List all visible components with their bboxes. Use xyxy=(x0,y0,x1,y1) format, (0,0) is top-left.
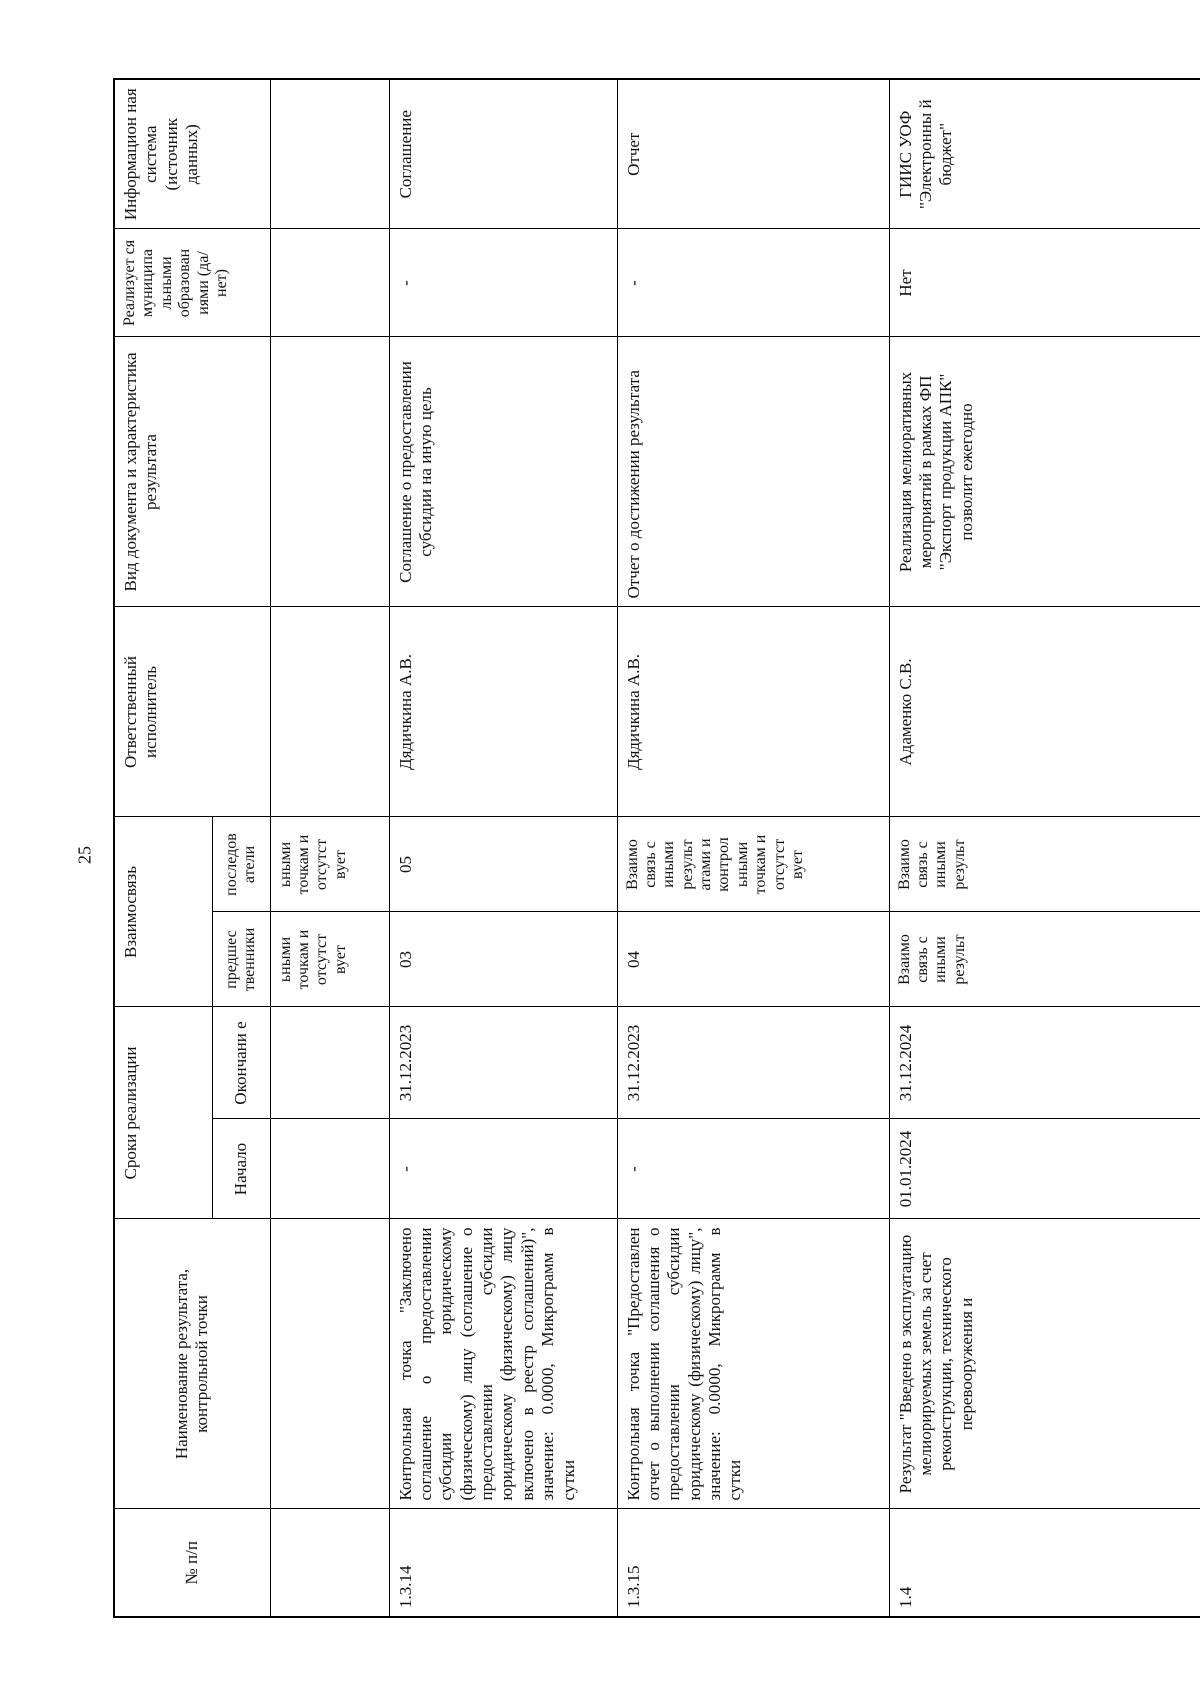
cell-info xyxy=(270,79,389,229)
cell-municipal xyxy=(270,229,389,337)
header-start: Начало xyxy=(212,1119,270,1219)
header-responsible: Ответственный исполнитель xyxy=(114,607,270,817)
cell-doc: Реализация мелиоративных мероприятий в рамках ФП "Экспорт продукции АПК" позволит ежегодно xyxy=(889,337,1200,607)
header-info-system: Информацион ная система (источник данных) xyxy=(114,79,270,229)
cell-name xyxy=(270,1219,389,1509)
header-end: Окончани е xyxy=(212,1007,270,1119)
cell-successors: 05 xyxy=(389,817,617,912)
cell-predecessors: ьными точкам и отсутст вует xyxy=(270,912,389,1007)
table-row xyxy=(617,79,889,1617)
cell-name: Контрольная точка "Заключено соглашение о предоставлении субсидии юридическому (физическому) лицу (соглашение о предоставлении субсидии юридическому (физическому) лицу включено в реестр соглашений)", значение: 0.0000, Микрограмм в сутки xyxy=(389,1219,617,1509)
cell-end: 31.12.2023 xyxy=(617,1007,889,1119)
header-period: Сроки реализации xyxy=(114,1007,212,1219)
cell-num: 1.3.14 xyxy=(389,1509,617,1617)
cell-end: 31.12.2024 xyxy=(889,1007,1200,1119)
header-num: № п/п xyxy=(114,1509,270,1617)
cell-start: 01.01.2024 xyxy=(889,1119,1200,1219)
cell-municipal: Нет xyxy=(889,229,1200,337)
cell-predecessors: 04 xyxy=(617,912,889,1007)
cell-name: Результат "Введено в эксплуатацию мелиорируемых земель за счет реконструкции, технического перевооружения и xyxy=(889,1219,1200,1509)
cell-responsible: Дядичкина А.В. xyxy=(617,607,889,817)
table-row xyxy=(889,79,1200,1617)
cell-end: 31.12.2023 xyxy=(389,1007,617,1119)
cell-municipal: - xyxy=(617,229,889,337)
cell-doc: Соглашение о предоставлении субсидии на иную цель xyxy=(389,337,617,607)
header-predecessors: предшес твенники xyxy=(212,912,270,1007)
header-successors: последов атели xyxy=(212,817,270,912)
cell-name: Контрольная точка "Предоставлен отчет о выполнении соглашения о предоставлении субсидии юридическому (физическому) лицу", значение: 0.0000, Микрограмм в сутки xyxy=(617,1219,889,1509)
header-municipal: Реализует ся муниципа льными образован иями (да/нет) xyxy=(114,229,270,337)
table-row xyxy=(389,79,617,1617)
cell-num: 1.3.15 xyxy=(617,1509,889,1617)
table-row xyxy=(270,79,389,1617)
header-name: Наименование результата, контрольной точки xyxy=(114,1219,270,1509)
cell-doc xyxy=(270,337,389,607)
page-number: 25 xyxy=(74,846,95,864)
cell-start xyxy=(270,1119,389,1219)
cell-predecessors: 03 xyxy=(389,912,617,1007)
header-relation: Взаимосвязь xyxy=(114,817,212,1007)
cell-num: 1.4 xyxy=(889,1509,1200,1617)
cell-responsible: Дядичкина А.В. xyxy=(389,607,617,817)
header-doc-type: Вид документа и характеристика результата xyxy=(114,337,270,607)
cell-successors: ьными точкам и отсутст вует xyxy=(270,817,389,912)
rotated-page xyxy=(113,80,1200,1618)
cell-municipal: - xyxy=(389,229,617,337)
cell-successors: Взаимо связь с иными результ xyxy=(889,817,1200,912)
cell-start: - xyxy=(617,1119,889,1219)
cell-info: Отчет xyxy=(617,79,889,229)
results-table xyxy=(113,78,1200,1618)
cell-end xyxy=(270,1007,389,1119)
cell-responsible: Адаменко С.В. xyxy=(889,607,1200,817)
cell-successors: Взаимо связь с иными результ атами и контрол ьными точкам и отсутст вует xyxy=(617,817,889,912)
cell-responsible xyxy=(270,607,389,817)
cell-info: ГИИС УОФ "Электронны й бюджет" xyxy=(889,79,1200,229)
cell-num xyxy=(270,1509,389,1617)
cell-doc: Отчет о достижении результата xyxy=(617,337,889,607)
cell-start: - xyxy=(389,1119,617,1219)
cell-info: Соглашение xyxy=(389,79,617,229)
cell-predecessors: Взаимо связь с иными результ xyxy=(889,912,1200,1007)
